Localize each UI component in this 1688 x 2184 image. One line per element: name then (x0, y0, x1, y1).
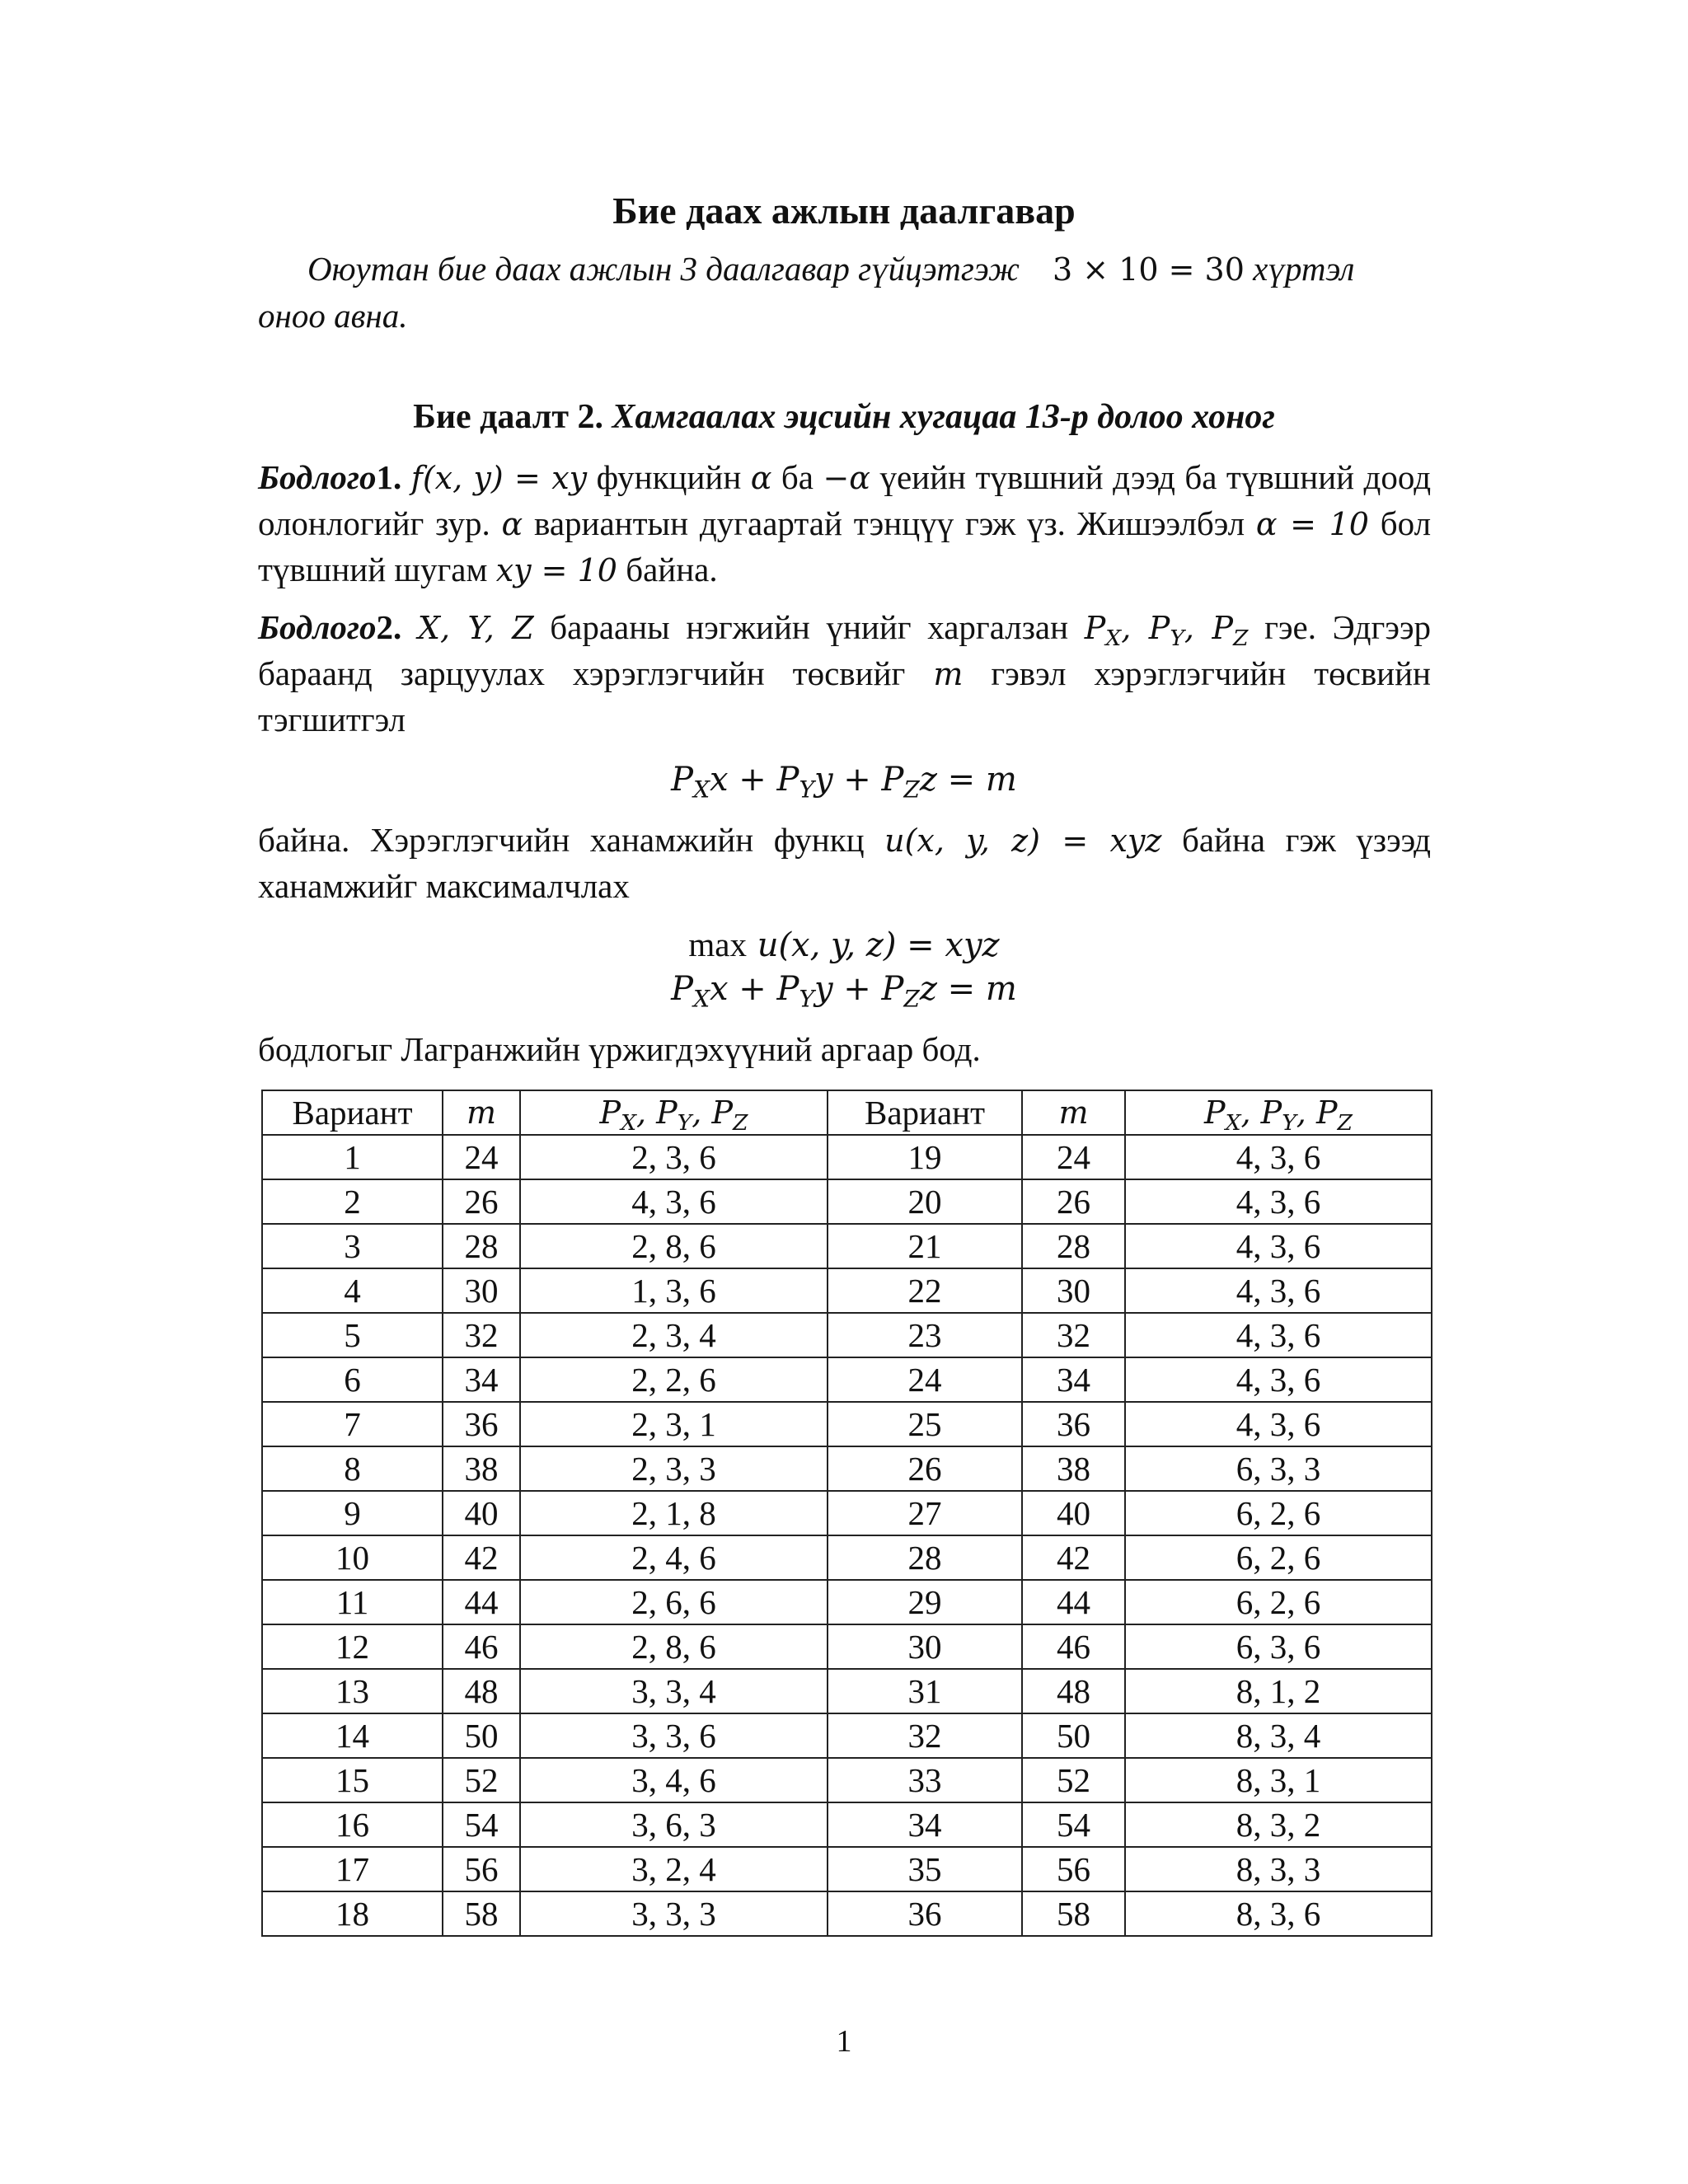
intro-formula: 3 × 10 = 30 (1053, 251, 1245, 288)
price-symbols: $P_X$, $P_Y$, $P_Z$ (1084, 610, 1249, 651)
cell-prices: 4, 3, 6 (1125, 1268, 1432, 1313)
section-deadline: Хамгаалах эцсийн хугацаа 13-р долоо хоног (612, 398, 1275, 436)
cell-variant: 27 (828, 1491, 1022, 1535)
cell-m: 36 (443, 1402, 520, 1446)
intro-text: Оюутан бие даах ажлын 3 даалгавар гүйцэтгэж (307, 250, 1020, 288)
cell-variant: 9 (262, 1491, 443, 1535)
cell-m: 48 (1022, 1669, 1125, 1713)
problem-2-continued (258, 818, 1431, 909)
objective-function: u(x, y, z) = xyz (757, 926, 1000, 964)
cell-m: 46 (443, 1624, 520, 1669)
cell-prices: 6, 2, 6 (1125, 1491, 1432, 1535)
problem-2-number: 2. (376, 608, 402, 646)
cell-variant: 15 (262, 1758, 443, 1802)
cell-prices: 2, 8, 6 (520, 1224, 828, 1268)
cell-m: 40 (443, 1491, 520, 1535)
cell-prices: 3, 3, 4 (520, 1669, 828, 1713)
header-variant: Вариант (828, 1090, 1022, 1135)
table-row (262, 1446, 1432, 1491)
header-prices: $P_X$, $P_Y$, $P_Z$ (1125, 1090, 1432, 1135)
cell-variant: 35 (828, 1847, 1022, 1891)
cell-variant: 33 (828, 1758, 1022, 1802)
cell-variant: 22 (828, 1268, 1022, 1313)
cell-m: 38 (1022, 1446, 1125, 1491)
problem-2-text: байна. Хэрэглэгчийн ханамжийн функц (258, 821, 865, 859)
cell-m: 38 (443, 1446, 520, 1491)
cell-prices: 8, 1, 2 (1125, 1669, 1432, 1713)
level-line-equation: xy = 10 (495, 552, 617, 588)
cell-m: 46 (1022, 1624, 1125, 1669)
cell-m: 42 (443, 1535, 520, 1580)
problem-2-label: Бодлого (258, 608, 377, 646)
cell-prices: 2, 3, 3 (520, 1446, 828, 1491)
cell-variant: 12 (262, 1624, 443, 1669)
intro-paragraph (258, 246, 1431, 339)
cell-prices: 2, 6, 6 (520, 1580, 828, 1624)
cell-variant: 20 (828, 1179, 1022, 1224)
problem-2-text: гэе. Эдгээр бараанд зарцуулах хэрэглэгчийн төсвийг (258, 608, 1432, 692)
cell-variant: 19 (828, 1135, 1022, 1179)
cell-variant: 17 (262, 1847, 443, 1891)
header-prices: $P_X$, $P_Y$, $P_Z$ (520, 1090, 828, 1135)
budget-symbol: m (933, 656, 964, 692)
cell-m: 30 (1022, 1268, 1125, 1313)
utility-function: u(x, y, z) = xyz (884, 823, 1162, 859)
cell-variant: 10 (262, 1535, 443, 1580)
problem-1-text: вариантын дугаартай тэнцүү гэж үз. Жишээлбэл (534, 504, 1245, 542)
table-row (262, 1802, 1432, 1847)
cell-m: 54 (1022, 1802, 1125, 1847)
cell-variant: 16 (262, 1802, 443, 1847)
table-row (262, 1313, 1432, 1357)
header-m: m (1022, 1090, 1125, 1135)
problem-1-number: 1. (376, 458, 402, 496)
cell-m: 26 (1022, 1179, 1125, 1224)
cell-m: 32 (443, 1313, 520, 1357)
cell-prices: 2, 3, 6 (520, 1135, 828, 1179)
intro-text-after: хүртэл (1253, 250, 1355, 288)
cell-variant: 3 (262, 1224, 443, 1268)
cell-prices: 3, 2, 4 (520, 1847, 828, 1891)
table-row (262, 1624, 1432, 1669)
cell-m: 44 (443, 1580, 520, 1624)
cell-variant: 11 (262, 1580, 443, 1624)
header-variant: Вариант (262, 1090, 443, 1135)
cell-variant: 6 (262, 1357, 443, 1402)
cell-m: 32 (1022, 1313, 1125, 1357)
table-row (262, 1491, 1432, 1535)
table-header-row (262, 1090, 1432, 1135)
cell-prices: 4, 3, 6 (1125, 1224, 1432, 1268)
cell-variant: 14 (262, 1713, 443, 1758)
alpha-symbol: α (750, 460, 772, 496)
table-row (262, 1580, 1432, 1624)
cell-m: 48 (443, 1669, 520, 1713)
cell-variant: 30 (828, 1624, 1022, 1669)
cell-prices: 3, 4, 6 (520, 1758, 828, 1802)
variants-table (261, 1090, 1432, 1937)
intro-line2: оноо авна. (258, 297, 408, 335)
cell-variant: 18 (262, 1891, 443, 1936)
cell-prices: 3, 6, 3 (520, 1802, 828, 1847)
cell-m: 34 (443, 1357, 520, 1402)
cell-m: 28 (1022, 1224, 1125, 1268)
cell-prices: 8, 3, 2 (1125, 1802, 1432, 1847)
cell-variant: 31 (828, 1669, 1022, 1713)
table-row (262, 1758, 1432, 1802)
cell-prices: 6, 2, 6 (1125, 1580, 1432, 1624)
section-heading (0, 394, 1688, 440)
cell-m: 56 (443, 1847, 520, 1891)
table-row (262, 1402, 1432, 1446)
cell-m: 42 (1022, 1535, 1125, 1580)
table-row (262, 1179, 1432, 1224)
objective-equation (0, 921, 1688, 968)
table-row (262, 1357, 1432, 1402)
cell-variant: 5 (262, 1313, 443, 1357)
cell-variant: 32 (828, 1713, 1022, 1758)
cell-variant: 1 (262, 1135, 443, 1179)
table-row (262, 1535, 1432, 1580)
problem-1-function: f(x, y) = xy (410, 460, 588, 496)
cell-variant: 8 (262, 1446, 443, 1491)
cell-m: 36 (1022, 1402, 1125, 1446)
table-row (262, 1891, 1432, 1936)
problem-1-text: байна. (626, 551, 718, 588)
cell-prices: 2, 4, 6 (520, 1535, 828, 1580)
cell-prices: 4, 3, 6 (1125, 1313, 1432, 1357)
page-number: 1 (836, 2024, 852, 2059)
problem-1-text: ба (781, 458, 814, 496)
table-row (262, 1847, 1432, 1891)
cell-variant: 26 (828, 1446, 1022, 1491)
cell-variant: 21 (828, 1224, 1022, 1268)
cell-m: 50 (443, 1713, 520, 1758)
cell-m: 26 (443, 1179, 520, 1224)
constraint-equation: $P_Xx + P_Yy + P_Zz = m$ (671, 970, 1017, 1013)
cell-m: 56 (1022, 1847, 1125, 1891)
table-row (262, 1224, 1432, 1268)
table-row (262, 1713, 1432, 1758)
problem-2-final: бодлогыг Лагранжийн үржигдэхүүний аргаар бод. (258, 1030, 981, 1068)
cell-prices: 4, 3, 6 (1125, 1135, 1432, 1179)
budget-equation: $P_Xx + P_Yy + P_Zz = m$ (671, 761, 1017, 804)
cell-variant: 25 (828, 1402, 1022, 1446)
cell-prices: 2, 2, 6 (520, 1357, 828, 1402)
cell-prices: 2, 3, 4 (520, 1313, 828, 1357)
table-row (262, 1135, 1432, 1179)
cell-m: 28 (443, 1224, 520, 1268)
cell-prices: 2, 1, 8 (520, 1491, 828, 1535)
problem-1-text: функцийн (596, 458, 742, 496)
cell-m: 52 (443, 1758, 520, 1802)
cell-m: 58 (443, 1891, 520, 1936)
cell-prices: 1, 3, 6 (520, 1268, 828, 1313)
cell-prices: 3, 3, 6 (520, 1713, 828, 1758)
cell-m: 24 (1022, 1135, 1125, 1179)
cell-m: 52 (1022, 1758, 1125, 1802)
problem-2-text: байна гэж үзээд ханамжийг максималчлах (258, 821, 1432, 905)
table-row (262, 1268, 1432, 1313)
cell-variant: 7 (262, 1402, 443, 1446)
alpha-equation: α = 10 (1255, 506, 1369, 542)
cell-variant: 36 (828, 1891, 1022, 1936)
cell-prices: 8, 3, 1 (1125, 1758, 1432, 1802)
cell-m: 34 (1022, 1357, 1125, 1402)
header-m: m (443, 1090, 520, 1135)
cell-prices: 4, 3, 6 (520, 1179, 828, 1224)
alpha-symbol: α (501, 506, 523, 542)
cell-variant: 28 (828, 1535, 1022, 1580)
problem-2 (258, 605, 1431, 743)
cell-prices: 6, 2, 6 (1125, 1535, 1432, 1580)
goods-symbols: X, Y, Z (417, 610, 534, 646)
cell-prices: 8, 3, 3 (1125, 1847, 1432, 1891)
cell-variant: 24 (828, 1357, 1022, 1402)
cell-prices: 3, 3, 3 (520, 1891, 828, 1936)
problem-2-text: барааны нэгжийн үнийг харгалзан (550, 608, 1069, 646)
cell-variant: 13 (262, 1669, 443, 1713)
cell-variant: 4 (262, 1268, 443, 1313)
page-title: Бие даах ажлын даалгавар (612, 190, 1076, 232)
cell-m: 54 (443, 1802, 520, 1847)
cell-variant: 34 (828, 1802, 1022, 1847)
cell-prices: 6, 3, 6 (1125, 1624, 1432, 1669)
cell-prices: 6, 3, 3 (1125, 1446, 1432, 1491)
cell-prices: 4, 3, 6 (1125, 1402, 1432, 1446)
cell-m: 30 (443, 1268, 520, 1313)
cell-variant: 2 (262, 1179, 443, 1224)
cell-prices: 8, 3, 4 (1125, 1713, 1432, 1758)
cell-variant: 29 (828, 1580, 1022, 1624)
table-row (262, 1669, 1432, 1713)
neg-alpha-symbol: −α (823, 460, 870, 496)
problem-1-text: үеийн түвшний дээд ба түвшний доод олонлогийг зур. (258, 458, 1432, 542)
cell-m: 50 (1022, 1713, 1125, 1758)
cell-m: 40 (1022, 1491, 1125, 1535)
section-label: Бие даалт 2. (413, 398, 603, 436)
cell-variant: 23 (828, 1313, 1022, 1357)
problem-1-label: Бодлого (258, 458, 377, 496)
problem-1-text: бол түвшний шугам (258, 504, 1432, 588)
cell-prices: 4, 3, 6 (1125, 1179, 1432, 1224)
cell-m: 58 (1022, 1891, 1125, 1936)
cell-prices: 2, 3, 1 (520, 1402, 828, 1446)
cell-prices: 4, 3, 6 (1125, 1357, 1432, 1402)
problem-2-text: гэвэл хэрэглэгчийн төсвийн тэгшитгэл (258, 654, 1431, 738)
cell-m: 44 (1022, 1580, 1125, 1624)
cell-m: 24 (443, 1135, 520, 1179)
cell-prices: 8, 3, 6 (1125, 1891, 1432, 1936)
problem-1 (258, 455, 1431, 593)
max-operator: max (688, 926, 747, 963)
cell-prices: 2, 8, 6 (520, 1624, 828, 1669)
